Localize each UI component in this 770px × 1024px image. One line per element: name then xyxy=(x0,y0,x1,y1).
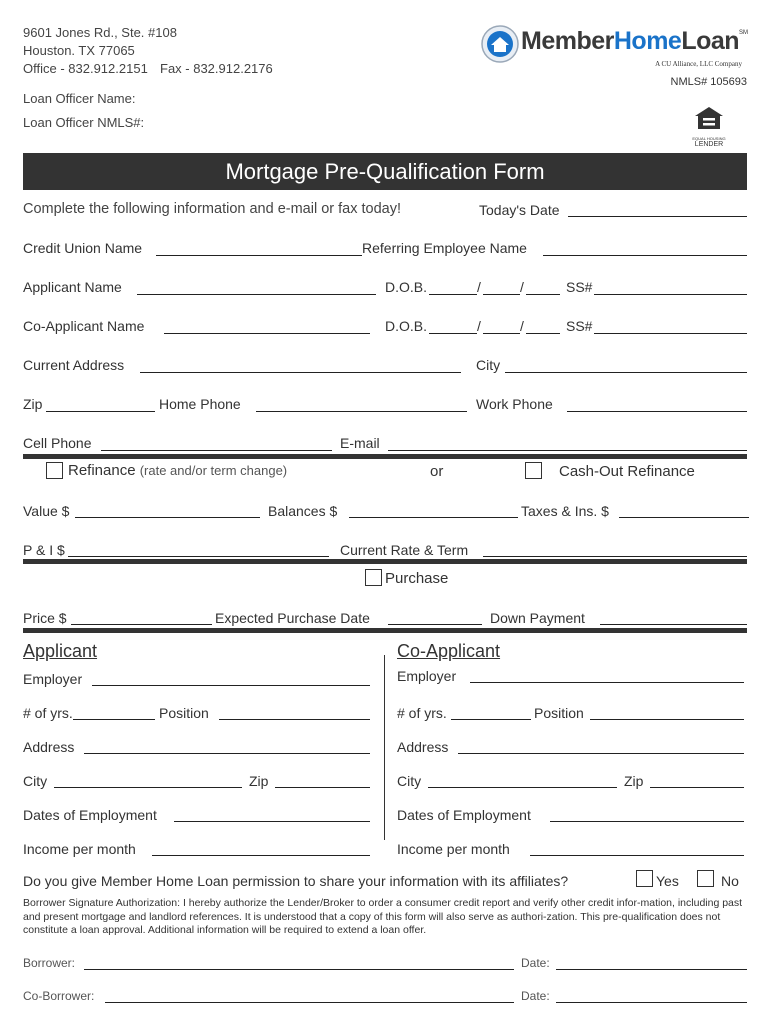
logo-sm: SM xyxy=(739,30,748,36)
borrower-signature-field[interactable] xyxy=(84,969,514,970)
co-dob-slash-1: / xyxy=(477,318,481,334)
co-borrower-signature-field[interactable] xyxy=(105,1002,514,1003)
email-field[interactable] xyxy=(388,450,747,451)
applicant-city-label: City xyxy=(23,773,48,789)
ehl-text: EQUAL HOUSING xyxy=(692,136,726,141)
applicant-address-field[interactable] xyxy=(84,753,370,754)
applicant-employer-label: Employer xyxy=(23,671,83,687)
co-applicant-dates-field[interactable] xyxy=(550,821,744,822)
email-label: E-mail xyxy=(340,435,380,451)
value-label: Value $ xyxy=(23,503,70,519)
applicant-years-label: # of yrs. xyxy=(23,705,73,721)
logo-loan: Loan xyxy=(681,27,740,55)
applicant-name-field[interactable] xyxy=(137,294,376,295)
applicant-dob-year[interactable] xyxy=(526,294,560,295)
permission-question: Do you give Member Home Loan permission to share your information with its affiliates? xyxy=(23,873,569,889)
co-borrower-date-label: Date: xyxy=(521,989,550,1003)
permission-no-label: No xyxy=(721,873,739,889)
co-applicant-dob-day[interactable] xyxy=(483,333,520,334)
applicant-heading: Applicant xyxy=(23,641,98,661)
page-title: Mortgage Pre-Qualification Form xyxy=(225,158,545,184)
co-applicant-employer-field[interactable] xyxy=(470,682,744,683)
column-divider xyxy=(384,655,385,840)
title-bar xyxy=(23,153,747,190)
permission-no-checkbox[interactable] xyxy=(697,870,714,887)
refinance-text: Refinance xyxy=(68,462,136,479)
permission-yes-checkbox[interactable] xyxy=(636,870,653,887)
applicant-years-field[interactable] xyxy=(73,719,155,720)
applicant-address-label: Address xyxy=(23,739,75,755)
down-payment-label: Down Payment xyxy=(490,610,585,626)
co-applicant-income-field[interactable] xyxy=(530,855,744,856)
applicant-employer-field[interactable] xyxy=(92,685,370,686)
address-line-2: Houston. TX 77065 xyxy=(23,43,135,58)
refinance-label xyxy=(68,462,287,479)
equal-housing-logo xyxy=(691,105,727,147)
cashout-refinance-label: Cash-Out Refinance xyxy=(559,463,695,480)
pi-label: P & I $ xyxy=(23,542,65,558)
zip-label: Zip xyxy=(23,396,43,412)
todays-date-label: Today's Date xyxy=(479,202,560,218)
co-applicant-address-label: Address xyxy=(397,739,449,755)
city-field[interactable] xyxy=(505,372,747,373)
pi-field[interactable] xyxy=(68,556,329,557)
applicant-position-field[interactable] xyxy=(219,719,370,720)
credit-union-label: Credit Union Name xyxy=(23,240,143,256)
co-applicant-dob-label: D.O.B. xyxy=(385,318,428,334)
address-line-1: 9601 Jones Rd., Ste. #108 xyxy=(23,25,177,40)
refinance-subtext: (rate and/or term change) xyxy=(139,463,288,478)
co-applicant-income-label: Income per month xyxy=(397,841,510,857)
logo-member: Member xyxy=(521,27,614,55)
balances-field[interactable] xyxy=(349,517,518,518)
loan-officer-name-label: Loan Officer Name: xyxy=(23,91,136,106)
borrower-date-field[interactable] xyxy=(556,969,747,970)
applicant-dob-month[interactable] xyxy=(429,294,477,295)
co-dob-slash-2: / xyxy=(520,318,524,334)
intro-text: Complete the following information and e-mail or fax today! xyxy=(23,201,401,217)
co-applicant-name-label: Co-Applicant Name xyxy=(23,318,145,334)
co-applicant-position-label: Position xyxy=(534,705,584,721)
logo-tagline: A CU Alliance, LLC Company xyxy=(655,60,742,68)
purchase-checkbox[interactable] xyxy=(365,569,382,586)
permission-yes-label: Yes xyxy=(656,873,679,889)
dob-slash-2: / xyxy=(520,279,524,295)
applicant-dates-label: Dates of Employment xyxy=(23,807,157,823)
city-label: City xyxy=(476,357,501,373)
referring-employee-label: Referring Employee Name xyxy=(362,240,527,256)
authorization-heading: Borrower Signature Authorization: xyxy=(23,897,181,909)
fax-number: Fax - 832.912.2176 xyxy=(160,61,273,76)
cashout-refinance-checkbox[interactable] xyxy=(525,462,542,479)
taxes-label: Taxes & Ins. $ xyxy=(521,503,609,519)
home-phone-label: Home Phone xyxy=(159,396,241,412)
logo-home: Home xyxy=(613,27,682,55)
co-applicant-name-field[interactable] xyxy=(164,333,370,334)
cell-phone-label: Cell Phone xyxy=(23,435,92,451)
co-applicant-zip-field[interactable] xyxy=(650,787,744,788)
co-applicant-zip-label: Zip xyxy=(624,773,644,789)
applicant-income-label: Income per month xyxy=(23,841,136,857)
zip-field[interactable] xyxy=(46,411,155,412)
work-phone-field[interactable] xyxy=(567,411,747,412)
todays-date-field[interactable] xyxy=(568,216,747,217)
section-divider-1 xyxy=(23,454,747,459)
price-field[interactable] xyxy=(71,624,212,625)
co-applicant-dob-month[interactable] xyxy=(429,333,477,334)
co-applicant-address-field[interactable] xyxy=(458,753,744,754)
equal-housing-icon xyxy=(693,105,725,131)
purchase-label: Purchase xyxy=(385,570,449,587)
house-globe-icon xyxy=(480,24,520,64)
co-applicant-employer-label: Employer xyxy=(397,668,457,684)
co-applicant-dates-label: Dates of Employment xyxy=(397,807,531,823)
applicant-dob-day[interactable] xyxy=(483,294,520,295)
co-applicant-city-label: City xyxy=(397,773,422,789)
co-applicant-city-field[interactable] xyxy=(428,787,617,788)
current-address-label: Current Address xyxy=(23,357,125,373)
borrower-label: Borrower: xyxy=(23,956,76,970)
current-rate-label: Current Rate & Term xyxy=(340,542,469,558)
co-borrower-label: Co-Borrower: xyxy=(23,989,95,1003)
ehl-lender: LENDER xyxy=(694,141,724,148)
refinance-checkbox[interactable] xyxy=(46,462,63,479)
price-label: Price $ xyxy=(23,610,67,626)
applicant-ss-field[interactable] xyxy=(594,294,747,295)
co-applicant-dob-year[interactable] xyxy=(526,333,560,334)
home-phone-field[interactable] xyxy=(256,411,467,412)
co-applicant-ss-field[interactable] xyxy=(594,333,747,334)
cell-phone-field[interactable] xyxy=(101,450,332,451)
applicant-city-field[interactable] xyxy=(54,787,242,788)
referring-employee-field[interactable] xyxy=(543,255,747,256)
company-logo xyxy=(480,24,750,72)
taxes-field[interactable] xyxy=(619,517,749,518)
value-field[interactable] xyxy=(75,517,260,518)
co-applicant-years-label: # of yrs. xyxy=(397,705,447,721)
applicant-income-field[interactable] xyxy=(152,855,370,856)
company-nmls: NMLS# 105693 xyxy=(670,76,747,88)
expected-date-label: Expected Purchase Date xyxy=(215,610,370,626)
applicant-zip-field[interactable] xyxy=(275,787,370,788)
applicant-ss-label: SS# xyxy=(566,279,593,295)
borrower-date-label: Date: xyxy=(521,956,550,970)
co-applicant-years-field[interactable] xyxy=(451,719,531,720)
authorization-text: I hereby authorize the Lender/Broker to order a consumer credit report and verify other credit infor-mation, including past and present mortgage and landlord references. It is understood that a copy of this form will also serve as authori-zation. This pre-qualification does not constitute a loan approval. Additional information will be required to extend a loan offer. xyxy=(23,897,743,937)
or-text: or xyxy=(430,463,444,480)
applicant-name-label: Applicant Name xyxy=(23,279,122,295)
authorization-paragraph xyxy=(23,897,749,938)
balances-label: Balances $ xyxy=(268,503,338,519)
co-applicant-heading: Co-Applicant xyxy=(397,641,501,661)
applicant-position-label: Position xyxy=(159,705,209,721)
down-payment-field[interactable] xyxy=(600,624,747,625)
applicant-dates-field[interactable] xyxy=(174,821,370,822)
credit-union-field[interactable] xyxy=(156,255,362,256)
co-borrower-date-field[interactable] xyxy=(556,1002,747,1003)
work-phone-label: Work Phone xyxy=(476,396,553,412)
office-phone: Office - 832.912.2151 xyxy=(23,61,148,76)
section-divider-2 xyxy=(23,559,747,564)
expected-date-field[interactable] xyxy=(388,624,482,625)
co-applicant-ss-label: SS# xyxy=(566,318,593,334)
current-rate-field[interactable] xyxy=(483,556,747,557)
applicant-zip-label: Zip xyxy=(249,773,269,789)
section-divider-3 xyxy=(23,628,747,633)
co-applicant-position-field[interactable] xyxy=(590,719,744,720)
loan-officer-nmls-label: Loan Officer NMLS#: xyxy=(23,115,145,130)
applicant-dob-label: D.O.B. xyxy=(385,279,428,295)
current-address-field[interactable] xyxy=(140,372,461,373)
dob-slash-1: / xyxy=(477,279,481,295)
